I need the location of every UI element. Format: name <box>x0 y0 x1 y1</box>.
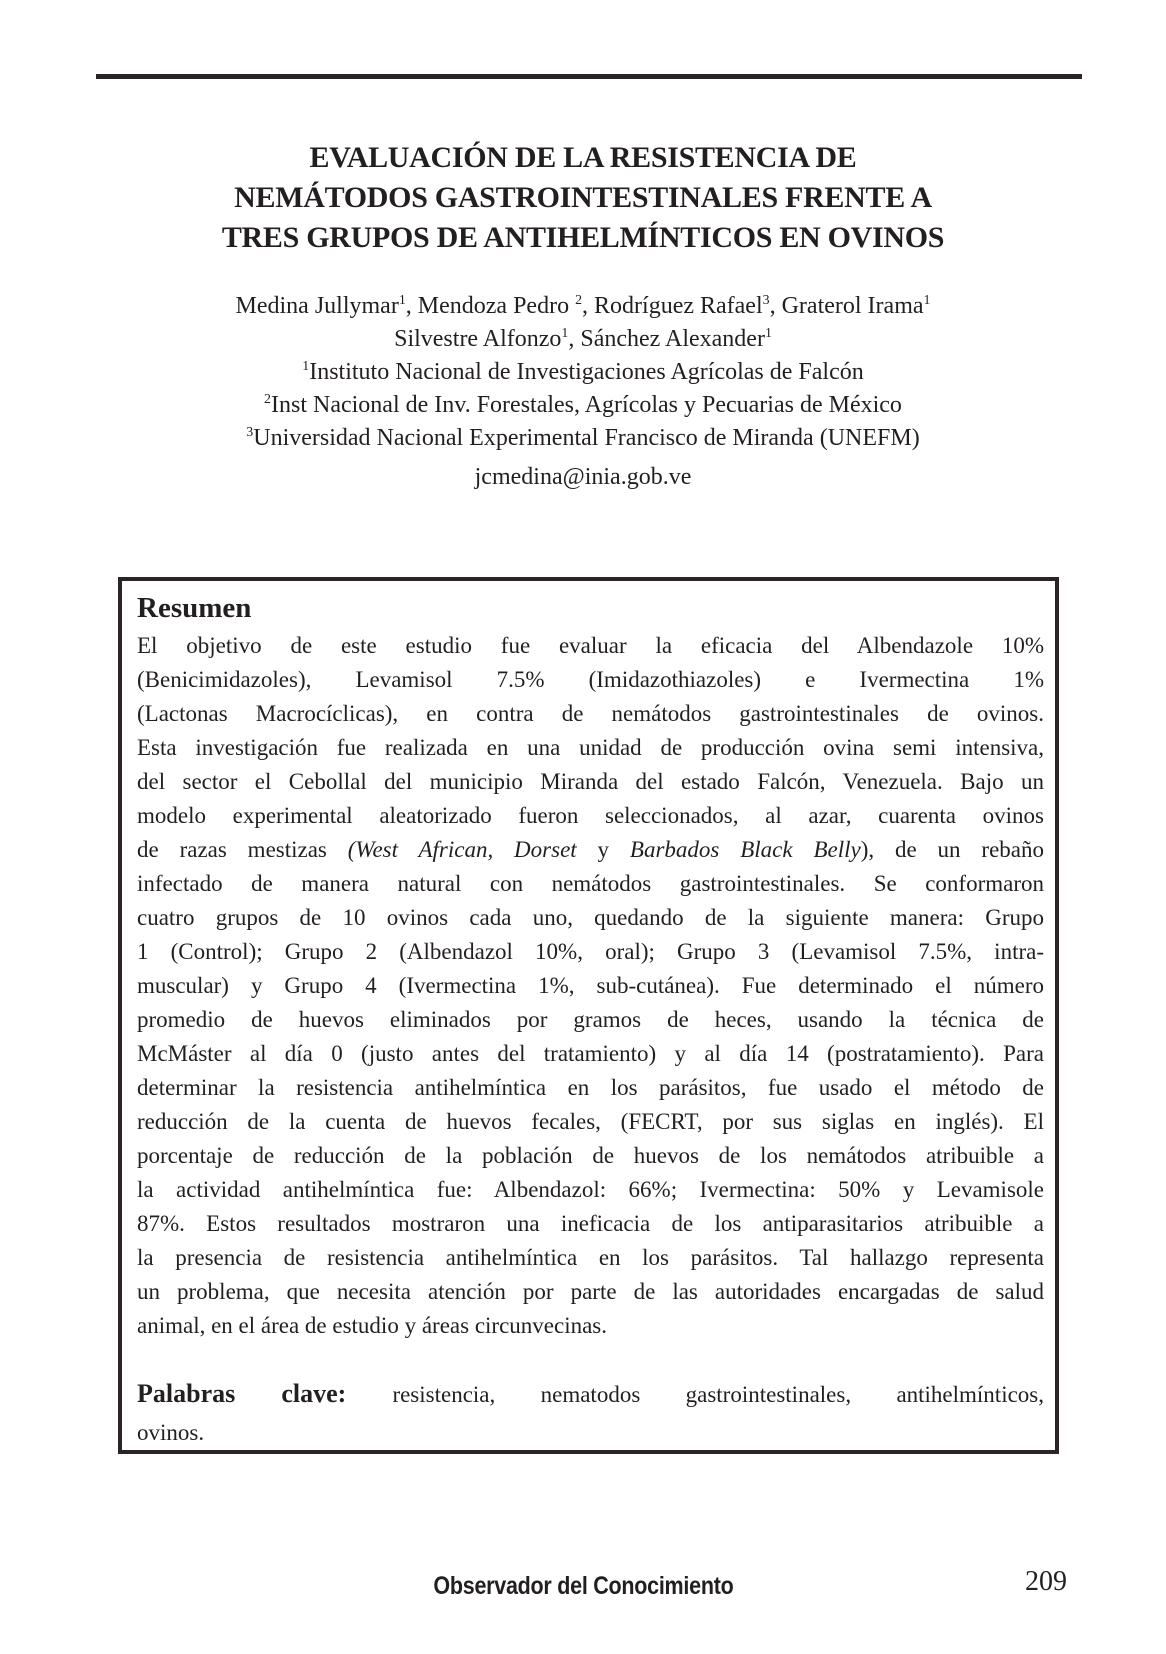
abstract-text-line: infectado de manera natural con nemátodos gastrointestinales. Se conformaron <box>137 871 1044 896</box>
author-line: Medina Jullymar$^1$, Mendoza Pedro $^2$, Rodríguez Rafael$^3$, Graterol Irama$^1$ <box>235 293 931 319</box>
affiliation-line: $^2$Inst Nacional de Inv. Forestales, Agrícolas y Pecuarias de México <box>264 392 902 418</box>
abstract-text-line: animal, en el área de estudio y áreas circunvecinas. <box>137 1313 607 1338</box>
abstract-text-line: McMáster al día 0 (justo antes del tratamiento) y al día 14 (postratamiento). Para <box>137 1041 1044 1066</box>
keywords-block <box>137 1375 1044 1452</box>
abstract-text-line: de razas mestizas (West African, Dorset y Barbados Black Belly), de un rebaño <box>137 837 1044 862</box>
affiliation-line: $^1$Instituto Nacional de Investigaciones Agrícolas de Falcón <box>302 359 864 385</box>
abstract-text-line: determinar la resistencia antihelmíntica en los parásitos, fue usado el método de <box>137 1075 1044 1100</box>
abstract-text-line: la presencia de resistencia antihelmíntica en los parásitos. Tal hallazgo representa <box>137 1245 1044 1270</box>
abstract-text-line: porcentaje de reducción de la población de huevos de los nemátodos atribuible a <box>137 1143 1044 1168</box>
abstract-text-line: modelo experimental aleatorizado fueron seleccionados, al azar, cuarenta ovinos <box>137 803 1044 828</box>
abstract-text-line: un problema, que necesita atención por parte de las autoridades encargadas de salud <box>137 1279 1044 1304</box>
paper-title-line: TRES GRUPOS DE ANTIHELMÍNTICOS EN OVINOS <box>221 221 945 254</box>
abstract-text-line: promedio de huevos eliminados por gramos de heces, usando la técnica de <box>137 1007 1044 1032</box>
paper-title-line: EVALUACIÓN DE LA RESISTENCIA DE <box>309 141 857 174</box>
author-line: Silvestre Alfonzo$^1$, Sánchez Alexander$^1$ <box>394 326 772 352</box>
author-lines <box>0 290 1166 356</box>
abstract-text-line: del sector el Cebollal del municipio Miranda del estado Falcón, Venezuela. Bajo un <box>137 769 1044 794</box>
journal-name-text: Observador del Conocimiento <box>432 1572 734 1600</box>
abstract-text-line: El objetivo de este estudio fue evaluar la eficacia del Albendazole 10% <box>137 633 1044 658</box>
abstract-box <box>118 577 1059 1454</box>
abstract-text-line: 1 (Control); Grupo 2 (Albendazol 10%, oral); Grupo 3 (Levamisol 7.5%, intra- <box>137 939 1044 964</box>
paper-title-line: NEMÁTODOS GASTROINTESTINALES FRENTE A <box>234 181 932 214</box>
abstract-text-line: cuatro grupos de 10 ovinos cada uno, quedando de la siguiente manera: Grupo <box>137 905 1044 930</box>
abstract-text-line: muscular) y Grupo 4 (Ivermectina 1%, sub-cutánea). Fue determinado el número <box>137 973 1044 998</box>
byline-block <box>0 290 1166 494</box>
abstract-text-line: (Lactonas Macrocíclicas), en contra de nemátodos gastrointestinales de ovinos. <box>137 701 1044 726</box>
keywords-line: Palabras clave: resistencia, nematodos gastrointestinales, antihelmínticos, <box>137 1379 1044 1408</box>
affiliation-lines <box>0 356 1166 455</box>
header-rule <box>96 74 1082 79</box>
journal-name <box>0 1572 1166 1601</box>
abstract-text-line: Esta investigación fue realizada en una unidad de producción ovina semi intensiva, <box>137 735 1044 760</box>
affiliation-line: $^3$Universidad Nacional Experimental Francisco de Miranda (UNEFM) <box>246 425 920 451</box>
abstract-text-line: (Benicimidazoles), Levamisol 7.5% (Imidazothiazoles) e Ivermectina 1% <box>137 667 1044 692</box>
abstract-heading: Resumen <box>137 592 252 624</box>
paper-title <box>0 138 1166 258</box>
keywords-line: ovinos. <box>137 1420 205 1445</box>
abstract-text <box>137 629 1044 1343</box>
abstract-text-line: la actividad antihelmíntica fue: Albendazol: 66%; Ivermectina: 50% y Levamisole <box>137 1177 1044 1202</box>
abstract-text-line: 87%. Estos resultados mostraron una ineficacia de los antiparasitarios atribuible a <box>137 1211 1044 1236</box>
page-number: 209 <box>1025 1566 1067 1597</box>
contact-email: jcmedina@inia.gob.ve <box>474 464 692 490</box>
abstract-text-line: reducción de la cuenta de huevos fecales, (FECRT, por sus siglas en inglés). El <box>137 1109 1044 1134</box>
